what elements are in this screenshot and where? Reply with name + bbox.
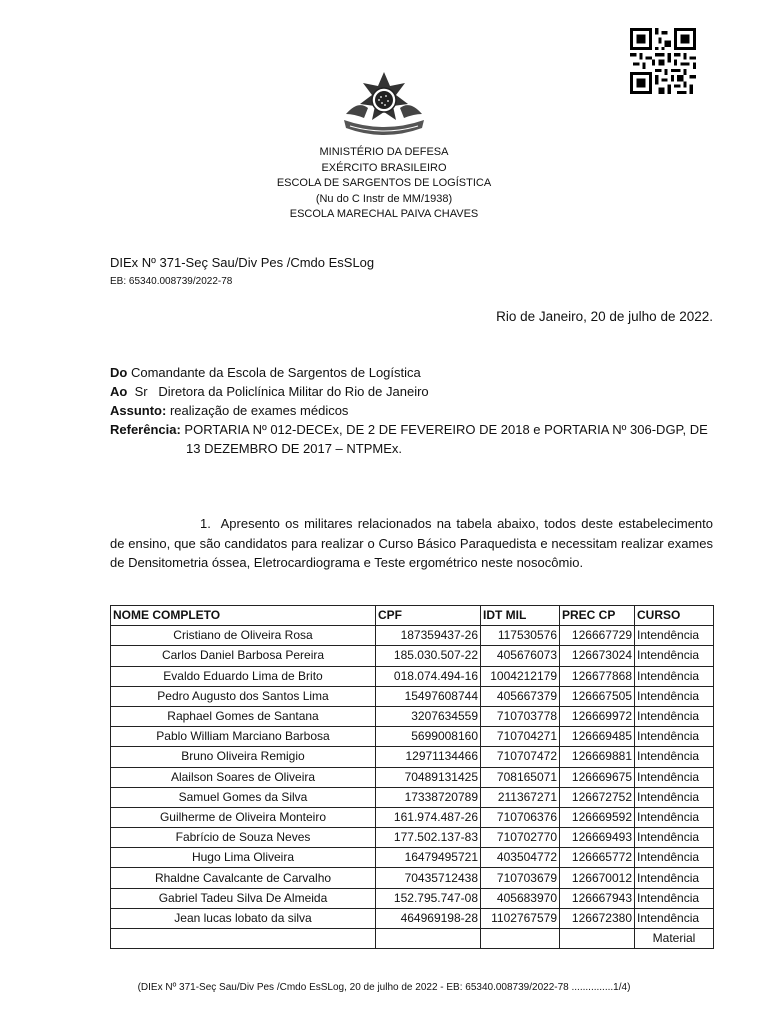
cell-cpf: 177.502.137-83: [376, 828, 481, 848]
cell-course: Intendência: [635, 706, 714, 726]
cell-cpf: 464969198-28: [376, 908, 481, 928]
candidates-table: [110, 605, 714, 949]
cell-idt-mil: 405683970: [481, 888, 560, 908]
cell-course: Material: [635, 929, 714, 949]
paragraph-text: Apresento os militares relacionados na tabela abaixo, todos deste estabelecimento de ensino, que são candidatos para realizar o Curso Básico Paraquedista e necessitam realizar exames de Densitometria óssea, Eletrocardiograma e Teste ergométrico neste nosocômio.: [110, 516, 717, 570]
header-line-army: EXÉRCITO BRASILEIRO: [321, 161, 447, 174]
page-footer: (DIEx Nº 371-Seç Sau/Div Pes /Cmdo EsSLog, 20 de julho de 2022 - EB: 65340.008739/2022-78 ...............1/4): [137, 982, 631, 993]
cell-course: Intendência: [635, 666, 714, 686]
cell-name: Jean lucas lobato da silva: [111, 908, 376, 928]
subject-label: Assunto:: [110, 403, 167, 418]
cell-cpf: 187359437-26: [376, 626, 481, 646]
cell-course: Intendência: [635, 848, 714, 868]
cell-idt-mil: 1004212179: [481, 666, 560, 686]
to-text: Sr Diretora da Policlínica Militar do Rio de Janeiro: [127, 384, 429, 399]
cell-idt-mil: 211367271: [481, 787, 560, 807]
cell-course: Intendência: [635, 727, 714, 747]
cell-idt-mil: 708165071: [481, 767, 560, 787]
header-line-instruction: (Nu do C Instr de MM/1938): [315, 192, 453, 205]
cell-cpf: 5699008160: [376, 727, 481, 747]
cell-course: Intendência: [635, 646, 714, 666]
header-line-school-name: ESCOLA MARECHAL PAIVA CHAVES: [289, 208, 479, 220]
document-reference: DIEx Nº 371-Seç Sau/Div Pes /Cmdo EsSLog: [110, 255, 375, 270]
header-cpf: CPF: [376, 606, 481, 626]
cell-prec-cp: 126672380: [560, 908, 635, 928]
cell-course: Intendência: [635, 828, 714, 848]
reference-text: PORTARIA Nº 012-DECEx, DE 2 DE FEVEREIRO DE 2018 e PORTARIA Nº 306-DGP, DE: [180, 422, 708, 437]
cell-idt-mil: 710704271: [481, 727, 560, 747]
cell-prec-cp: 126669493: [560, 828, 635, 848]
to-label: Ao: [110, 384, 128, 399]
qr-code: [630, 28, 696, 94]
cell-idt-mil: 710707472: [481, 747, 560, 767]
cell-idt-mil: 405676073: [481, 646, 560, 666]
cell-cpf: 152.795.747-08: [376, 888, 481, 908]
subject-line: [110, 401, 720, 420]
cell-cpf: 70489131425: [376, 767, 481, 787]
table-row: [111, 807, 714, 827]
cell-prec-cp: 126667943: [560, 888, 635, 908]
institution-header: [0, 145, 768, 223]
table-row: [111, 747, 714, 767]
table-row: [111, 868, 714, 888]
cell-prec-cp: 126667729: [560, 626, 635, 646]
cell-idt-mil: 710706376: [481, 807, 560, 827]
table-row: [111, 767, 714, 787]
cell-prec-cp: 126665772: [560, 848, 635, 868]
cell-idt-mil: 117530576: [481, 626, 560, 646]
cell-cpf: [376, 929, 481, 949]
cell-idt-mil: 710702770: [481, 828, 560, 848]
cell-name: Hugo Lima Oliveira: [111, 848, 376, 868]
cell-name: Alailson Soares de Oliveira: [111, 767, 376, 787]
cell-course: Intendência: [635, 807, 714, 827]
cell-prec-cp: 126669485: [560, 727, 635, 747]
cell-name: Gabriel Tadeu Silva De Almeida: [111, 888, 376, 908]
cell-course: Intendência: [635, 908, 714, 928]
reference-continuation: 13 DEZEMBRO DE 2017 – NTPMEx.: [186, 441, 403, 456]
cell-cpf: 16479495721: [376, 848, 481, 868]
cell-prec-cp: [560, 929, 635, 949]
from-label: Do: [110, 365, 128, 380]
cell-name: Bruno Oliveira Remigio: [111, 747, 376, 767]
cell-prec-cp: 126669675: [560, 767, 635, 787]
to-line: [110, 382, 720, 401]
cell-name: Pablo William Marciano Barbosa: [111, 727, 376, 747]
cell-name: Rhaldne Cavalcante de Carvalho: [111, 868, 376, 888]
cell-idt-mil: 403504772: [481, 848, 560, 868]
cell-course: Intendência: [635, 868, 714, 888]
cell-course: Intendência: [635, 767, 714, 787]
table-row: [111, 888, 714, 908]
table-row: [111, 787, 714, 807]
cell-name: Cristiano de Oliveira Rosa: [111, 626, 376, 646]
from-line: [110, 363, 720, 382]
cell-course: Intendência: [635, 787, 714, 807]
cell-prec-cp: 126669592: [560, 807, 635, 827]
table-row: [111, 646, 714, 666]
cell-prec-cp: 126672752: [560, 787, 635, 807]
eb-number: EB: 65340.008739/2022-78: [110, 276, 233, 287]
table-row: [111, 626, 714, 646]
cell-prec-cp: 126669881: [560, 747, 635, 767]
reference-line: [110, 420, 720, 439]
table-row: [111, 828, 714, 848]
body-paragraph: [110, 514, 717, 573]
cell-course: Intendência: [635, 888, 714, 908]
subject-text: realização de exames médicos: [166, 403, 349, 418]
header-name: NOME COMPLETO: [111, 606, 376, 626]
cell-idt-mil: 710703679: [481, 868, 560, 888]
cell-cpf: 185.030.507-22: [376, 646, 481, 666]
cell-name: Pedro Augusto dos Santos Lima: [111, 686, 376, 706]
cell-idt-mil: [481, 929, 560, 949]
cell-idt-mil: 1102767579: [481, 908, 560, 928]
paragraph-number: 1.: [200, 516, 211, 531]
table-body: [111, 626, 714, 949]
cell-name: Samuel Gomes da Silva: [111, 787, 376, 807]
table-row: [111, 848, 714, 868]
cell-cpf: 15497608744: [376, 686, 481, 706]
cell-prec-cp: 126670012: [560, 868, 635, 888]
table-row: [111, 929, 714, 949]
header-idt-mil: IDT MIL: [481, 606, 560, 626]
reference-label: Referência:: [110, 422, 181, 437]
header-prec-cp: PREC CP: [560, 606, 635, 626]
cell-cpf: 3207634559: [376, 706, 481, 726]
cell-prec-cp: 126667505: [560, 686, 635, 706]
cell-idt-mil: 405667379: [481, 686, 560, 706]
cell-cpf: 018.074.494-16: [376, 666, 481, 686]
header-line-ministry: MINISTÉRIO DA DEFESA: [319, 146, 449, 158]
table-row: [111, 686, 714, 706]
cell-name: [111, 929, 376, 949]
cell-name: Guilherme de Oliveira Monteiro: [111, 807, 376, 827]
table-row: [111, 908, 714, 928]
from-text: Comandante da Escola de Sargentos de Logística: [127, 365, 421, 380]
document-metadata: [110, 363, 720, 458]
cell-prec-cp: 126669972: [560, 706, 635, 726]
cell-idt-mil: 710703778: [481, 706, 560, 726]
cell-cpf: 70435712438: [376, 868, 481, 888]
document-date: Rio de Janeiro, 20 de julho de 2022.: [496, 309, 713, 324]
cell-course: Intendência: [635, 626, 714, 646]
table-row: [111, 706, 714, 726]
cell-name: Evaldo Eduardo Lima de Brito: [111, 666, 376, 686]
cell-course: Intendência: [635, 747, 714, 767]
table-row: [111, 727, 714, 747]
cell-cpf: 17338720789: [376, 787, 481, 807]
header-course: CURSO: [635, 606, 714, 626]
header-line-school: ESCOLA DE SARGENTOS DE LOGÍSTICA: [276, 177, 492, 189]
cell-name: Fabrício de Souza Neves: [111, 828, 376, 848]
table-row: [111, 666, 714, 686]
cell-cpf: 161.974.487-26: [376, 807, 481, 827]
cell-name: Carlos Daniel Barbosa Pereira: [111, 646, 376, 666]
brazil-coat-of-arms-emblem: [338, 70, 430, 142]
cell-prec-cp: 126677868: [560, 666, 635, 686]
cell-course: Intendência: [635, 686, 714, 706]
cell-cpf: 12971134466: [376, 747, 481, 767]
table-header-row: [111, 606, 714, 626]
cell-name: Raphael Gomes de Santana: [111, 706, 376, 726]
cell-prec-cp: 126673024: [560, 646, 635, 666]
